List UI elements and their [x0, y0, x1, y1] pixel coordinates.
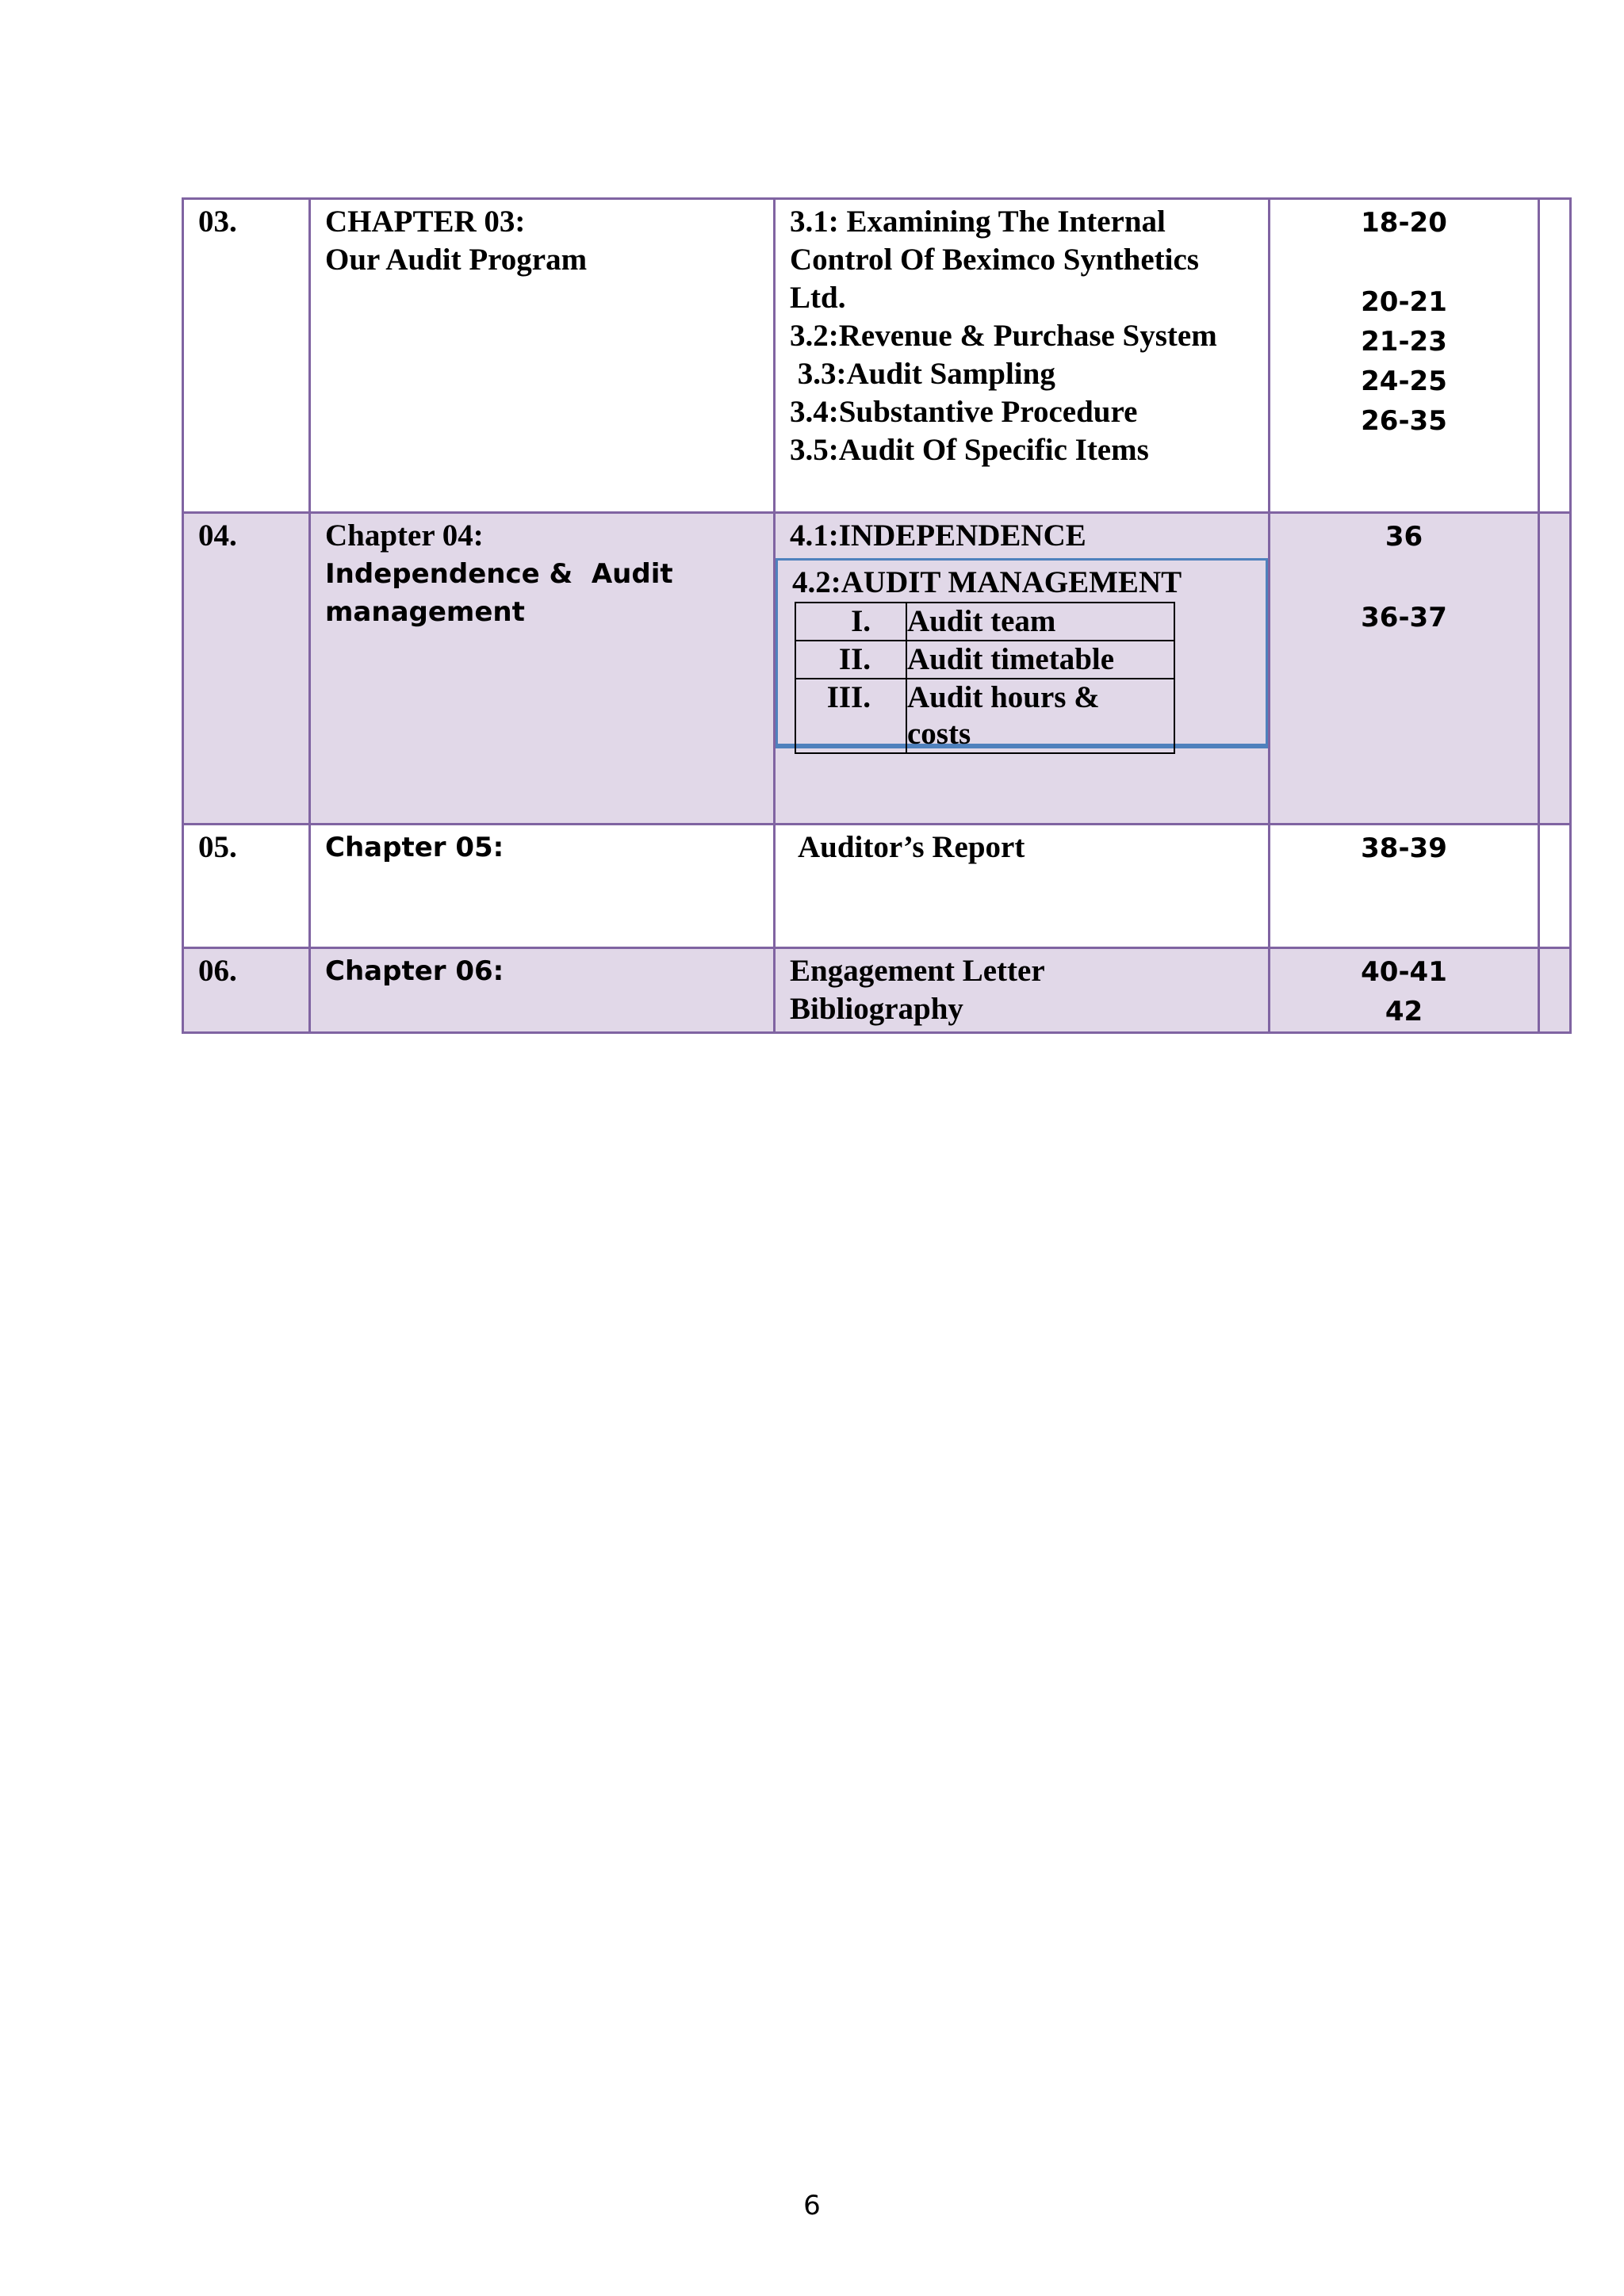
section-line: Engagement Letter	[790, 954, 1045, 988]
table-of-contents	[182, 197, 1572, 1034]
roman-numeral: II.	[795, 641, 906, 679]
section-line: 4.1:INDEPENDENCE	[790, 519, 1086, 553]
toc-row-04	[183, 513, 1571, 825]
page-range: 20-21	[1361, 286, 1447, 318]
section-line: 3.2:Revenue & Purchase System	[790, 319, 1217, 353]
chapter-number: 04.	[183, 513, 310, 825]
section-list	[775, 513, 1270, 825]
section-line: 4.2:AUDIT MANAGEMENT	[792, 565, 1182, 599]
page-number: 6	[803, 2190, 821, 2221]
section-line: 3.5:Audit Of Specific Items	[790, 433, 1149, 467]
sub-item-text	[906, 679, 1174, 753]
page-range-cell	[1270, 948, 1539, 1033]
page-range: 24-25	[1361, 365, 1447, 397]
sub-item-table	[795, 602, 1175, 754]
section-line: 3.1: Examining The Internal	[790, 205, 1166, 239]
section-line: Bibliography	[790, 992, 963, 1026]
empty-cell	[1539, 825, 1571, 948]
section-line: Auditor’s Report	[775, 825, 1270, 948]
page-range: 42	[1385, 996, 1423, 1027]
section-line: Ltd.	[790, 281, 846, 315]
page-range-cell	[1270, 199, 1539, 513]
chapter-number: 03.	[183, 199, 310, 513]
page-range: 36	[1385, 521, 1423, 553]
audit-management-box	[776, 558, 1268, 751]
roman-numeral: III.	[795, 679, 906, 753]
sub-item	[795, 641, 1174, 679]
sub-item-text: Audit timetable	[906, 641, 1174, 679]
empty-cell	[1539, 199, 1571, 513]
page-range-cell	[1270, 825, 1539, 948]
chapter-label: Chapter 06:	[310, 948, 775, 1033]
page-range: 18-20	[1361, 207, 1447, 239]
empty-cell	[1539, 513, 1571, 825]
page-range: 36-37	[1361, 602, 1447, 633]
sub-item-text: Audit team	[906, 603, 1174, 641]
page-range: 38-39	[1361, 832, 1447, 864]
chapter-name: Independence & Audit	[325, 558, 673, 590]
section-line: Control Of Beximco Synthetics	[790, 243, 1199, 277]
chapter-label: CHAPTER 03:	[325, 205, 526, 239]
chapter-name-cont: management	[325, 596, 525, 628]
sub-item	[795, 679, 1174, 753]
toc-row-03	[183, 199, 1571, 513]
section-line: 3.4:Substantive Procedure	[790, 395, 1138, 429]
page-range: 26-35	[1361, 405, 1447, 437]
page-range-cell	[1270, 513, 1539, 825]
empty-cell	[1539, 948, 1571, 1033]
chapter-label: Chapter 05:	[310, 825, 775, 948]
section-line: 3.3:Audit Sampling	[790, 357, 1055, 391]
sub-item-line: Audit hours &	[907, 680, 1100, 714]
page-range: 40-41	[1361, 956, 1447, 988]
toc-row-06	[183, 948, 1571, 1033]
chapter-title	[310, 513, 775, 825]
page-range: 21-23	[1361, 326, 1447, 358]
sub-item	[795, 603, 1174, 641]
chapter-number: 06.	[183, 948, 310, 1033]
chapter-title	[310, 199, 775, 513]
toc-row-05	[183, 825, 1571, 948]
chapter-name: Our Audit Program	[325, 243, 588, 277]
chapter-label: Chapter 04:	[325, 519, 484, 553]
section-list	[775, 199, 1270, 513]
chapter-number: 05.	[183, 825, 310, 948]
section-list	[775, 948, 1270, 1033]
roman-numeral: I.	[795, 603, 906, 641]
sub-item-line: costs	[907, 717, 971, 751]
